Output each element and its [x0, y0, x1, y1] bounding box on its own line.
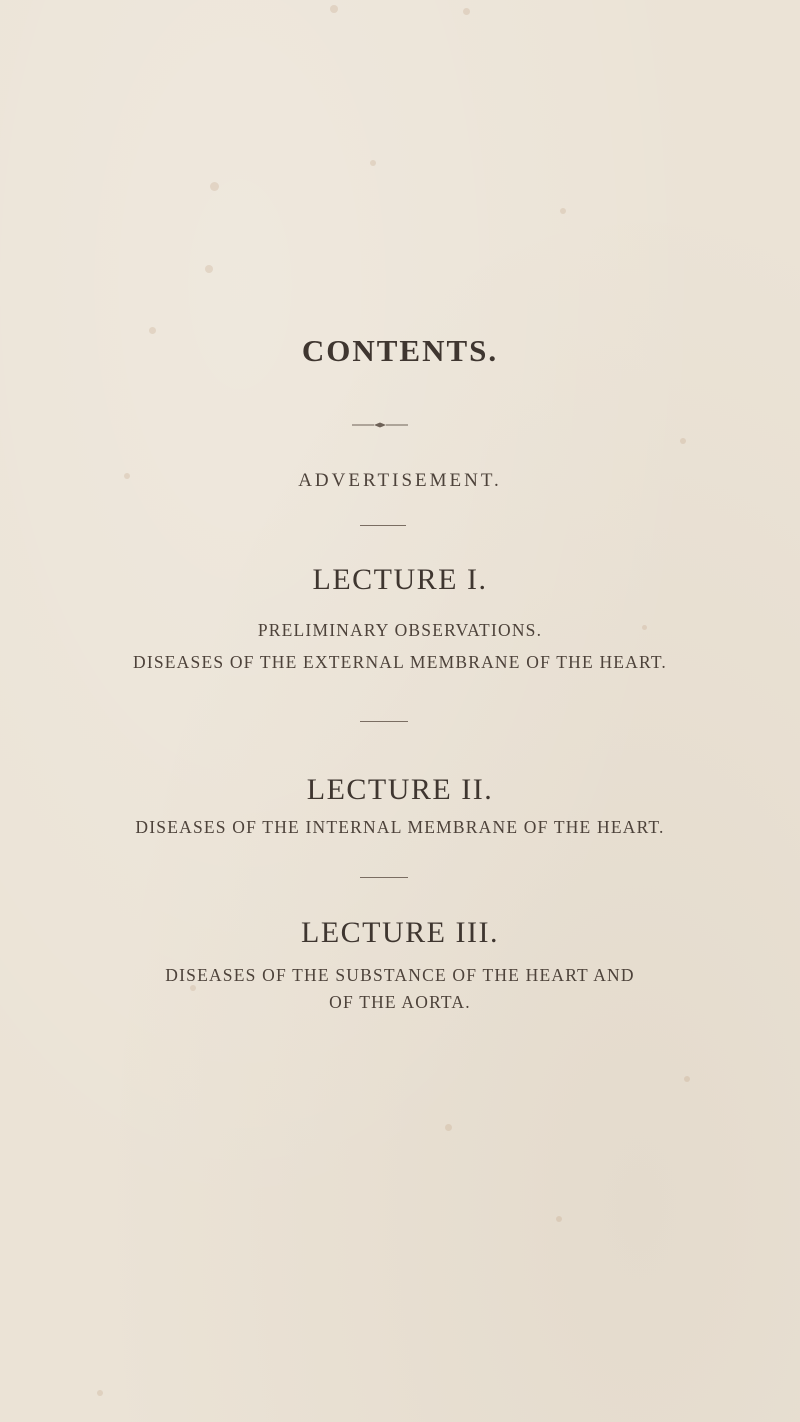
- paper-spot: [97, 1390, 103, 1396]
- paper-spot: [684, 1076, 690, 1082]
- paper-spot: [330, 5, 338, 13]
- ornament-rule-icon: [352, 421, 408, 429]
- paper-spot: [680, 438, 686, 444]
- lecture-3-subtitle: DISEASES OF THE SUBSTANCE OF THE HEART AND: [165, 965, 635, 985]
- paper-spot: [210, 182, 219, 191]
- lecture-1-subtitle: DISEASES OF THE EXTERNAL MEMBRANE OF THE HEART.: [132, 652, 668, 672]
- divider: [360, 525, 406, 526]
- lecture-1-title: LECTURE I.: [312, 563, 488, 596]
- lecture-3-subtitle: OF THE AORTA.: [329, 992, 471, 1012]
- contents-heading: CONTENTS.: [301, 333, 499, 368]
- lecture-2-title: LECTURE II.: [306, 773, 494, 806]
- paper-spot: [560, 208, 566, 214]
- paper-spot: [205, 265, 213, 273]
- paper-spot: [445, 1124, 452, 1131]
- advertisement-entry: ADVERTISEMENT.: [298, 470, 502, 491]
- paper-spot: [556, 1216, 562, 1222]
- lecture-3-title: LECTURE III.: [301, 916, 499, 949]
- divider: [360, 721, 408, 722]
- paper-spot: [370, 160, 376, 166]
- lecture-2-subtitle: DISEASES OF THE INTERNAL MEMBRANE OF THE HEART.: [135, 817, 665, 837]
- lecture-1-subtitle: PRELIMINARY OBSERVATIONS.: [257, 620, 543, 640]
- divider: [360, 877, 408, 878]
- paper-spot: [463, 8, 470, 15]
